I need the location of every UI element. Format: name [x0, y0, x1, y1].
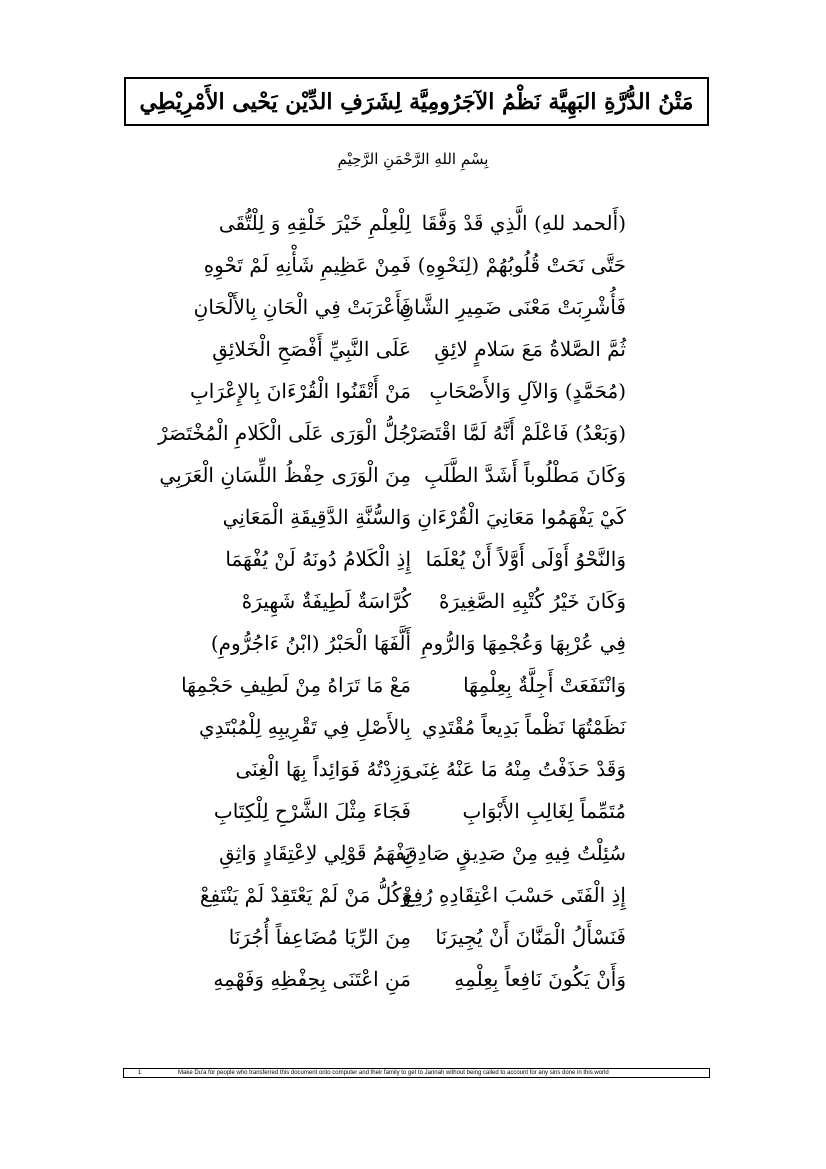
verse-row [0, 832, 826, 874]
verse-second-hemistich: إِذِ الْكَلامُ دُونَهُ لَنْ يُفْهَمَا [225, 547, 411, 571]
verse-first-hemistich: حَتَّى نَحَتْ قُلُوبُهُمْ (لِنَحْوِهِ) [417, 253, 626, 277]
verse-row [0, 916, 826, 958]
verse-row [0, 202, 826, 244]
verse-second-hemistich: مَعْ مَا تَرَاهُ مِنْ لَطِيفِ حَجْمِهَا [181, 673, 411, 697]
verse-row [0, 244, 826, 286]
verse-first-hemistich: فِي عُرْبِهَا وَعُجْمِهَا وَالرُّومِ [421, 631, 626, 655]
verse-second-hemistich: مِنَ الْوَرَى حِفْظُ اللِّسَانِ الْعَرَبِي [159, 463, 411, 487]
verse-second-hemistich: وَكُلُّ مَنْ لَمْ يَعْتَقِدْ لَمْ يَنْتَفِعْ [199, 883, 411, 907]
verse-second-hemistich: مِنَ الرِّيَا مُضَاعِفاً أُجُرَنَا [228, 925, 411, 949]
verse-first-hemistich: فَنَسْأَلُ الْمَنَّانَ أَنْ يُجِيرَنَا [435, 925, 626, 949]
verse-first-hemistich: وَالنَّحْوُ أَوْلَى أَوَّلاً أَنْ يُعْلَمَا [425, 547, 626, 571]
verse-first-hemistich: وَانْتَفَعَتْ أَجِلَّةٌ بِعِلْمِهَا [463, 673, 626, 697]
footer [123, 1068, 710, 1078]
verse-row [0, 958, 826, 1000]
verse-first-hemistich: (أَلحمد للهِ) الَّذِي قَدْ وَفَّقَا [421, 211, 626, 235]
verse-first-hemistich: كَيْ يَفْهَمُوا مَعَانِيَ الْقُرْءَانِ [417, 505, 626, 529]
verse-first-hemistich: مُتَمِّماً لِغَالِبِ الأَبْوَابِ [462, 799, 626, 823]
verse-second-hemistich: عَلَى النَّبِيِّ أَفْصَحِ الْخَلائِقِ [212, 337, 411, 361]
verse-row [0, 454, 826, 496]
verse-row [0, 622, 826, 664]
verse-first-hemistich: وَكَانَ مَطْلُوباً أَشَدَّ الطَّلَبِ [424, 463, 626, 487]
verse-first-hemistich: وَقَدْ حَذَفْتُ مِنْهُ مَا عَنْهُ غِنَى [406, 757, 626, 781]
title-box [124, 77, 709, 126]
verse-first-hemistich: ثُمَّ الصَّلاةُ مَعَ سَلامٍ لائِقِ [434, 337, 626, 361]
verse-first-hemistich: سُئِلْتُ فِيهِ مِنْ صَدِيقٍ صَادِقِ [402, 841, 626, 865]
verse-second-hemistich: لِلْعِلْمِ خَيْرَ خَلْقِهِ وَ لِلْتُّقَى [218, 211, 411, 235]
verse-first-hemistich: وَكَانَ خَيْرُ كُتْبِهِ الصَّغِيرَهْ [439, 589, 626, 613]
verse-second-hemistich: فَجَاءَ مِثْلَ الشَّرْحِ لِلْكِتَابِ [213, 799, 411, 823]
verse-second-hemistich: فَمِنْ عَظِيمِ شَأْنِهِ لَمْ تَحْوِهِ [203, 253, 411, 277]
verse-row [0, 286, 826, 328]
verse-row [0, 538, 826, 580]
verse-first-hemistich: (مُحَمَّدٍ) وَالآلِ وَالأَصْحَابِ [429, 379, 626, 403]
basmala: بِسْمِ اللهِ الرَّحْمَنِ الرَّحِيْمِ [337, 150, 489, 168]
verse-second-hemistich: يَفْهَمُ قَوْلِي لاِعْتِقَادٍ وَاثِقِ [219, 841, 411, 865]
document-title: مَتْنُ الدُّرَّةِ البَهِيَّة نَظْمُ الآجَرُومِيَّة لِشَرَفِ الدِّيْن يَحْيى الأَمْرِيْطِي [139, 88, 694, 115]
verse-first-hemistich: (وَبَعْدُ) فَاعْلَمْ أَنَّهُ لَمَّا اقْتَصَرْ [406, 421, 626, 445]
verse-row [0, 790, 826, 832]
verse-second-hemistich: مَنِ اعْتَنَى بِحِفْظِهِ وَفَهْمِهِ [213, 967, 411, 991]
footer-note: Make Du'a for people who transferred this document onto computer and their family to get to Jannah without being called to account for any sins done in this world [178, 1070, 609, 1076]
verse-row [0, 706, 826, 748]
poem [0, 202, 826, 1000]
page-number: 1 [138, 1070, 142, 1076]
verse-row [0, 328, 826, 370]
verse-row [0, 496, 826, 538]
verse-second-hemistich: كُرَّاسَةٌ لَطِيفَةٌ شَهِيرَهْ [241, 589, 411, 613]
verse-row [0, 874, 826, 916]
verse-second-hemistich: فَأَعْرَبَتْ فِي الْحَانِ بِالأَلْحَانِ [193, 295, 411, 319]
verse-row [0, 580, 826, 622]
verse-row [0, 370, 826, 412]
verse-second-hemistich: جُلُّ الْوَرَى عَلَى الْكَلامِ الْمُخْتَصَرْ [157, 421, 411, 445]
verse-first-hemistich: وَأَنْ يَكُونَ نَافِعاً بِعِلْمِهِ [454, 967, 626, 991]
verse-second-hemistich: مَنْ أَتْقَنُوا الْقُرْءَانَ بِالإِعْرَابِ [189, 379, 411, 403]
verse-second-hemistich: وَالسُّنَّةِ الدَّقِيقَةِ الْمَعَانِي [222, 505, 411, 529]
verse-row [0, 412, 826, 454]
verse-second-hemistich: وَزِدْتُهُ فَوَائِداً بِهَا الْغِنَى [235, 757, 411, 781]
verse-first-hemistich: نَظَمْتُهَا نَظْماً بَدِيعاً مُقْتَدِي [422, 715, 626, 739]
verse-second-hemistich: بِالأَصْلِ فِي تَقْرِيبِهِ لِلْمُبْتَدِي [198, 715, 411, 739]
verse-first-hemistich: فَأُشْرِبَتْ مَعْنَى ضَمِيرِ الشَّانِ [399, 295, 626, 319]
verse-first-hemistich: إِذِ الْفَتَى حَسْبَ اعْتِقَادِهِ رُفِعْ [402, 883, 626, 907]
verse-row [0, 664, 826, 706]
verse-row [0, 748, 826, 790]
verse-second-hemistich: أَلَّفَهَا الْحَبْرُ (ابْنُ ءَاجُرُّومِ) [210, 631, 411, 655]
